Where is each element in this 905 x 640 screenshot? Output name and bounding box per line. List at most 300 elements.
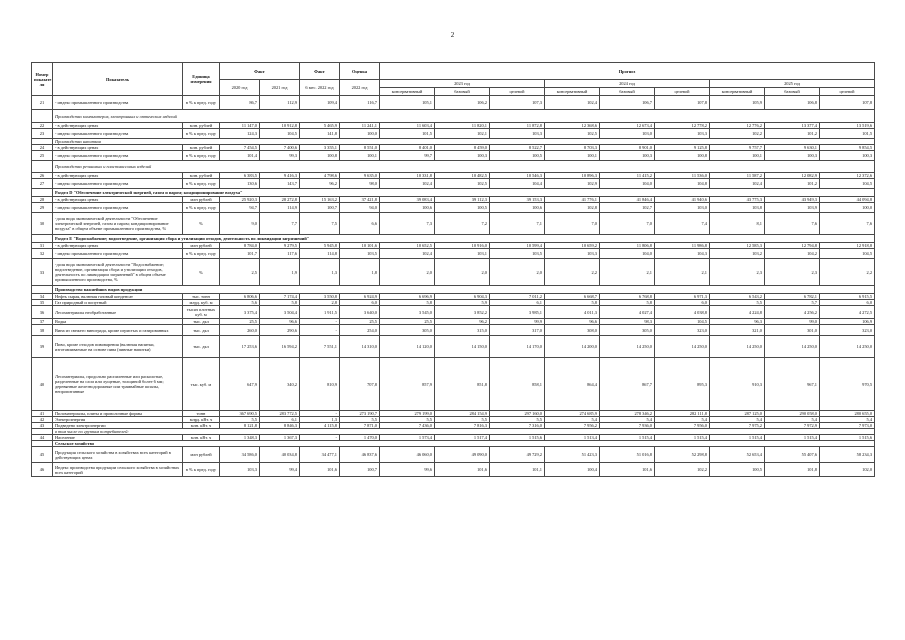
value-cell: 7,1 xyxy=(490,213,545,235)
value-cell: 6 915,5 xyxy=(820,294,875,300)
row-number: 30 xyxy=(32,213,53,235)
value-cell: 1 515,4 xyxy=(600,435,655,441)
value-cell: 99,3 xyxy=(260,151,300,161)
unit-cell: млн. кВт. ч xyxy=(183,423,220,429)
value-cell: 9 125,8 xyxy=(655,145,710,151)
value-cell: 7 975,2 xyxy=(710,423,765,429)
value-cell: 100,7 xyxy=(300,203,340,213)
value-cell: 103,5 xyxy=(340,249,380,259)
value-cell: 254,0 xyxy=(340,325,380,336)
subsection-title: Производство компьютеров, электронных и оптических изделий xyxy=(53,110,875,123)
value-cell: 14 170,0 xyxy=(490,336,545,358)
header-scenario: целевой xyxy=(820,88,875,96)
value-cell: 1 470,0 xyxy=(340,435,380,441)
unit-cell: в % к пред. году xyxy=(183,463,220,477)
indicator-name: - индекс промышленного производства xyxy=(53,151,183,161)
row-number: 33 xyxy=(32,259,53,286)
value-cell: 13 519,6 xyxy=(820,123,875,129)
value-cell: 10 916,0 xyxy=(435,243,490,249)
indicator-name: Население xyxy=(53,435,183,441)
value-cell: 7 174,4 xyxy=(260,294,300,300)
unit-cell: тыс. куб. м xyxy=(183,358,220,411)
unit-cell: % xyxy=(183,213,220,235)
indicator-name: - индекс промышленного производства xyxy=(53,249,183,259)
value-cell: 8 703,3 xyxy=(545,145,600,151)
value-cell: 94,0 xyxy=(340,203,380,213)
value-cell: 101,5 xyxy=(820,129,875,139)
value-cell: 5,5 xyxy=(340,417,380,423)
value-cell: 114,8 xyxy=(300,249,340,259)
value-cell: 102,2 xyxy=(655,463,710,477)
value-cell: - xyxy=(300,435,340,441)
value-cell: 43 949,3 xyxy=(765,197,820,203)
table-body xyxy=(32,96,875,477)
table-row xyxy=(32,96,875,110)
unit-cell: в % к пред. году xyxy=(183,249,220,259)
unit-cell: % xyxy=(183,259,220,286)
value-cell: - xyxy=(300,325,340,336)
value-cell: 100,5 xyxy=(490,151,545,161)
value-cell: 58 234,3 xyxy=(820,447,875,463)
value-cell: 7 816,3 xyxy=(435,423,490,429)
row-number: 39 xyxy=(32,336,53,358)
value-cell: 99,6 xyxy=(380,463,435,477)
value-cell: 114,9 xyxy=(260,203,300,213)
value-cell: 14 310,0 xyxy=(340,336,380,358)
table-row xyxy=(32,203,875,213)
row-number: 41 xyxy=(32,411,53,417)
value-cell: 280 655,0 xyxy=(820,411,875,417)
indicator-name: - индекс промышленного производства xyxy=(53,179,183,189)
value-cell: 100,1 xyxy=(340,151,380,161)
value-cell: 7 956,2 xyxy=(545,423,600,429)
value-cell: 10 101,6 xyxy=(340,243,380,249)
value-cell: 104,3 xyxy=(655,249,710,259)
value-cell: 1 513,4 xyxy=(545,435,600,441)
value-cell: 5,4 xyxy=(710,417,765,423)
value-cell: 283 772,5 xyxy=(260,411,300,417)
value-cell: 103,3 xyxy=(655,129,710,139)
header-scenario: базовый xyxy=(600,88,655,96)
value-cell: 101,2 xyxy=(765,129,820,139)
value-cell: 103,1 xyxy=(435,249,490,259)
value-cell: 41 940,6 xyxy=(655,197,710,203)
value-cell: 290 058,0 xyxy=(765,411,820,417)
value-cell: 7,6 xyxy=(765,213,820,235)
value-cell: 7 316,0 xyxy=(490,423,545,429)
value-cell: 1,3 xyxy=(300,259,340,286)
indicator-name: Подведено электроэнергии xyxy=(53,423,183,429)
value-cell: 278 346,2 xyxy=(600,411,655,417)
unit-cell: тонн xyxy=(183,411,220,417)
value-cell: 100,8 xyxy=(300,151,340,161)
value-cell: 6,1 xyxy=(260,417,300,423)
row-number: 31 xyxy=(32,243,53,249)
value-cell: 6 668,7 xyxy=(545,294,600,300)
header-scenario: консервативный xyxy=(380,88,435,96)
value-cell: 12 778,2 xyxy=(655,123,710,129)
value-cell: 7 871,0 xyxy=(340,423,380,429)
subsection-row xyxy=(32,110,875,123)
value-cell: 28 272,8 xyxy=(260,197,300,203)
value-cell: 104,0 xyxy=(600,179,655,189)
value-cell: 305,0 xyxy=(380,325,435,336)
value-cell: 12 368,6 xyxy=(545,123,600,129)
value-cell: 107,8 xyxy=(655,96,710,110)
value-cell: 39 153,3 xyxy=(490,197,545,203)
value-cell: 5,5 xyxy=(710,300,765,306)
value-cell: 279 199,0 xyxy=(380,411,435,417)
value-cell: 7 436,0 xyxy=(380,423,435,429)
value-cell: 9 854,5 xyxy=(820,145,875,151)
value-cell: 3 550,8 xyxy=(300,294,340,300)
value-cell: 2,3 xyxy=(765,259,820,286)
value-cell: 7 551,1 xyxy=(300,336,340,358)
value-cell: 7 936,0 xyxy=(600,423,655,429)
indicator-name: -доля вида экономической деятельности "Водоснабжение; водоотведение, организация сбора и утилизации отходов, деятельность по ликвидации загрязнений" в общем объеме промышленного производства, % xyxy=(53,259,183,286)
value-cell: 10 896,3 xyxy=(545,173,600,179)
row-number: 45 xyxy=(32,447,53,463)
value-cell: 104,5 xyxy=(260,129,300,139)
value-cell: 14 250,0 xyxy=(765,336,820,358)
value-cell: 55 407,6 xyxy=(765,447,820,463)
indicator-name: - в действующих ценах xyxy=(53,173,183,179)
value-cell: 96,6 xyxy=(545,319,600,325)
value-cell: 282 111,8 xyxy=(655,411,710,417)
section-row xyxy=(32,189,875,197)
value-cell: 10 331,8 xyxy=(380,173,435,179)
row-number: 46 xyxy=(32,463,53,477)
value-cell: 2,0 xyxy=(490,259,545,286)
header-year-2020: 2020 год xyxy=(220,80,260,96)
header-estimate: Оценка xyxy=(340,63,380,80)
value-cell: 99,9 xyxy=(490,319,545,325)
value-cell: 305,0 xyxy=(600,325,655,336)
indicator-name: -доля вида экономической деятельности "Обеспечение электрической энергией, газом и паром; кондиционирование воздуха" в общем объеме промышленного производства, % xyxy=(53,213,183,235)
value-cell: 967,1 xyxy=(765,358,820,411)
value-cell: 103,3 xyxy=(545,249,600,259)
forecast-table xyxy=(31,62,875,477)
value-cell: 9,0 xyxy=(220,213,260,235)
value-cell: 2,5 xyxy=(220,259,260,286)
value-cell: 1 348,3 xyxy=(220,435,260,441)
value-cell: 14 120,0 xyxy=(380,336,435,358)
value-cell: 100,4 xyxy=(545,463,600,477)
value-cell: 11 603,4 xyxy=(380,123,435,129)
section-row xyxy=(32,286,875,294)
value-cell: 367 690,5 xyxy=(220,411,260,417)
value-cell: 5,5 xyxy=(220,417,260,423)
value-cell: 6 782,1 xyxy=(765,294,820,300)
value-cell: 101,6 xyxy=(300,463,340,477)
value-cell: 7,3 xyxy=(380,213,435,235)
value-cell: 7,0 xyxy=(545,213,600,235)
section-title: Производство важнейших видов продукции xyxy=(53,286,875,294)
indicator-name: Нефть сырая, включая газовый конденсат xyxy=(53,294,183,300)
header-fact: Факт xyxy=(220,63,300,80)
value-cell: 5,5 xyxy=(490,417,545,423)
value-cell: 3 355,1 xyxy=(300,145,340,151)
row-number: 36 xyxy=(32,306,53,319)
value-cell: 1 515,6 xyxy=(820,435,875,441)
indicator-name: - индекс промышленного производства xyxy=(53,203,183,213)
value-cell: 1 515,4 xyxy=(765,435,820,441)
value-cell: 98,0 xyxy=(340,179,380,189)
value-cell: 100,3 xyxy=(820,151,875,161)
value-cell: 3 985,1 xyxy=(490,306,545,319)
unit-cell: тыс. дкл xyxy=(183,319,220,325)
value-cell: 105,1 xyxy=(380,96,435,110)
unit-cell: млн рублей xyxy=(183,243,220,249)
indicator-name: Вина из свежего винограда, кроме игристых и газированных xyxy=(53,325,183,336)
value-cell: 12 372,6 xyxy=(820,173,875,179)
table-row xyxy=(32,249,875,259)
value-cell: 5,7 xyxy=(765,300,820,306)
value-cell: 323,0 xyxy=(820,325,875,336)
table-row xyxy=(32,325,875,336)
value-cell: 6 543,2 xyxy=(710,294,765,300)
value-cell: 106,2 xyxy=(435,96,490,110)
unit-cell: млн. рублей xyxy=(183,145,220,151)
value-cell: 1 515,4 xyxy=(655,435,710,441)
value-cell: 11 986,8 xyxy=(655,243,710,249)
row-number: 40 xyxy=(32,358,53,411)
value-cell: 273 190,7 xyxy=(340,411,380,417)
value-cell: 102,4 xyxy=(380,249,435,259)
value-cell: 8 121,8 xyxy=(220,423,260,429)
value-cell: - xyxy=(300,319,340,325)
value-cell: 6,0 xyxy=(820,300,875,306)
value-cell: 100,0 xyxy=(820,203,875,213)
value-cell: 1 517,4 xyxy=(435,435,490,441)
value-cell: 101,7 xyxy=(220,249,260,259)
value-cell: 290,6 xyxy=(260,325,300,336)
value-cell: 10 546,3 xyxy=(490,173,545,179)
value-cell: 101,6 xyxy=(600,463,655,477)
value-cell: 5 465,9 xyxy=(300,123,340,129)
value-cell: 44 094,8 xyxy=(820,197,875,203)
value-cell: 970,5 xyxy=(820,358,875,411)
value-cell: - xyxy=(300,411,340,417)
value-cell: 857,9 xyxy=(380,358,435,411)
value-cell: 103,3 xyxy=(490,129,545,139)
unit-cell: в % к пред. году xyxy=(183,129,220,139)
subsection-title: в том числе по группам потребителей: xyxy=(53,429,875,435)
value-cell: 317,0 xyxy=(490,325,545,336)
value-cell: 102,0 xyxy=(820,463,875,477)
value-cell: 14 200,0 xyxy=(545,336,600,358)
unit-cell: тыс. тонн xyxy=(183,294,220,300)
indicator-name: Лесоматериалы необработанные xyxy=(53,306,183,319)
unit-cell: млрд. куб. м xyxy=(183,300,220,306)
row-number: 21 xyxy=(32,96,53,110)
value-cell: 5,4 xyxy=(765,417,820,423)
value-cell: 100,3 xyxy=(765,151,820,161)
value-cell: 7,2 xyxy=(435,213,490,235)
indicator-name: - в действующих ценах xyxy=(53,123,183,129)
header-6m-2022: 6 мес. 2022 год xyxy=(300,80,340,96)
value-cell: 1 367,3 xyxy=(260,435,300,441)
value-cell: 6,1 xyxy=(490,300,545,306)
value-cell: 1,8 xyxy=(340,259,380,286)
value-cell: 5,4 xyxy=(545,417,600,423)
value-cell: 6 806,6 xyxy=(220,294,260,300)
table-row xyxy=(32,358,875,411)
value-cell: 104,0 xyxy=(600,249,655,259)
value-cell: 2,1 xyxy=(600,259,655,286)
value-cell: 103,8 xyxy=(710,203,765,213)
unit-cell: млн рублей xyxy=(183,447,220,463)
value-cell: 7,6 xyxy=(820,213,875,235)
value-cell: 100,5 xyxy=(710,463,765,477)
value-cell: 51 016,8 xyxy=(600,447,655,463)
indicator-name: Лесоматериалы, продольно распиленные или расколотые, разделенные на слои или лущеные, толщиной более 6 мм; деревянные железнодорожные или трамвайные шпалы, непропитанные xyxy=(53,358,183,411)
value-cell: 49 090,0 xyxy=(435,447,490,463)
row-number: 32 xyxy=(32,249,53,259)
unit-cell: в % к пред. году xyxy=(183,179,220,189)
value-cell: 12 585,3 xyxy=(710,243,765,249)
value-cell: 34 586,0 xyxy=(220,447,260,463)
indicator-name: Электроэнергия xyxy=(53,417,183,423)
row-number xyxy=(32,235,53,243)
value-cell: 9 635,0 xyxy=(340,173,380,179)
row-number: 43 xyxy=(32,423,53,429)
value-cell: 11 806,8 xyxy=(600,243,655,249)
value-cell: 102,4 xyxy=(545,96,600,110)
value-cell: 1 911,5 xyxy=(300,306,340,319)
row-number: 38 xyxy=(32,325,53,336)
value-cell: 274 685,9 xyxy=(545,411,600,417)
table-row xyxy=(32,306,875,319)
value-cell: 106,9 xyxy=(820,319,875,325)
value-cell: 5,8 xyxy=(600,300,655,306)
value-cell: 7,7 xyxy=(260,213,300,235)
row-number: 22 xyxy=(32,123,53,129)
value-cell: 106,8 xyxy=(765,96,820,110)
unit-cell: тыс. дкл xyxy=(183,336,220,358)
value-cell: 10 912,8 xyxy=(260,123,300,129)
value-cell: 25,5 xyxy=(380,319,435,325)
header-number: Номер показате ля xyxy=(32,63,53,96)
value-cell: 7 454,5 xyxy=(220,145,260,151)
value-cell: 297 160,0 xyxy=(490,411,545,417)
value-cell: 4 027,4 xyxy=(600,306,655,319)
value-cell: 7,0 xyxy=(600,213,655,235)
value-cell: 308,0 xyxy=(545,325,600,336)
value-cell: 102,8 xyxy=(545,203,600,213)
table-row xyxy=(32,151,875,161)
table-row xyxy=(32,129,875,139)
value-cell: 9 630,1 xyxy=(765,145,820,151)
value-cell: 3 852,2 xyxy=(435,306,490,319)
value-cell: 2,3 xyxy=(710,259,765,286)
value-cell: 7 956,0 xyxy=(655,423,710,429)
value-cell: 43 775,3 xyxy=(710,197,765,203)
value-cell: 8 551,0 xyxy=(340,145,380,151)
value-cell: 14 250,0 xyxy=(820,336,875,358)
value-cell: 103,2 xyxy=(710,249,765,259)
value-cell: 6 971,3 xyxy=(655,294,710,300)
value-cell: 104,8 xyxy=(655,179,710,189)
value-cell: 7 400,6 xyxy=(260,145,300,151)
unit-cell: млн. рублей xyxy=(183,123,220,129)
unit-cell: тысяч плотных куб. м xyxy=(183,306,220,319)
value-cell: 910,3 xyxy=(710,358,765,411)
row-number: 27 xyxy=(32,179,53,189)
value-cell: 16 594,2 xyxy=(260,336,300,358)
unit-cell: в % к пред. году xyxy=(183,151,220,161)
value-cell: 102,5 xyxy=(545,129,600,139)
value-cell: 4 224,8 xyxy=(710,306,765,319)
value-cell: 867,7 xyxy=(600,358,655,411)
value-cell: 11 241,1 xyxy=(340,123,380,129)
subsection-title: Производство напитков xyxy=(53,139,875,145)
value-cell: 103,3 xyxy=(220,463,260,477)
value-cell: 5,9 xyxy=(435,300,490,306)
value-cell: 99,4 xyxy=(260,463,300,477)
table-row xyxy=(32,213,875,235)
indicator-name: Индекс производства продукции сельского хозяйства в хозяйствах всех категорий xyxy=(53,463,183,477)
value-cell: 5,4 xyxy=(600,417,655,423)
value-cell: 6 696,9 xyxy=(380,294,435,300)
row-number xyxy=(32,189,53,197)
value-cell: 102,2 xyxy=(710,129,765,139)
value-cell: 340,2 xyxy=(260,358,300,411)
header-forecast: Прогноз xyxy=(380,63,875,80)
value-cell: 100,3 xyxy=(600,151,655,161)
value-cell: 96,2 xyxy=(435,319,490,325)
header-unit: Единица измерения xyxy=(183,63,220,96)
value-cell: 102,5 xyxy=(435,179,490,189)
header-scenario: целевой xyxy=(655,88,710,96)
value-cell: 102,9 xyxy=(545,179,600,189)
value-cell: 6,0 xyxy=(655,300,710,306)
header-scenario: целевой xyxy=(490,88,545,96)
value-cell: 7,4 xyxy=(655,213,710,235)
value-cell: 51 423,3 xyxy=(545,447,600,463)
row-number xyxy=(32,161,53,173)
indicator-name: - в действующих ценах xyxy=(53,197,183,203)
row-number: 44 xyxy=(32,435,53,441)
row-number: 24 xyxy=(32,145,53,151)
value-cell: 104,5 xyxy=(820,249,875,259)
value-cell: 130,6 xyxy=(220,179,260,189)
value-cell: 52 298,8 xyxy=(655,447,710,463)
value-cell: 103,0 xyxy=(655,203,710,213)
header-year-2024: 2024 год xyxy=(545,80,710,88)
value-cell: 25,5 xyxy=(220,319,260,325)
value-cell: 7 973,0 xyxy=(820,423,875,429)
value-cell: 12 673,4 xyxy=(600,123,655,129)
row-number: 25 xyxy=(32,151,53,161)
value-cell: 124,3 xyxy=(220,129,260,139)
value-cell: 100,0 xyxy=(340,129,380,139)
value-cell: 10 482,5 xyxy=(435,173,490,179)
value-cell: 2,2 xyxy=(820,259,875,286)
value-cell: 3 375,4 xyxy=(220,306,260,319)
value-cell: 7 011,2 xyxy=(490,294,545,300)
value-cell: 99,7 xyxy=(380,151,435,161)
value-cell: 102,4 xyxy=(380,179,435,189)
value-cell: 100,3 xyxy=(435,151,490,161)
value-cell: 6 904,3 xyxy=(435,294,490,300)
table-row xyxy=(32,179,875,189)
value-cell: 9 757,7 xyxy=(710,145,765,151)
unit-cell: млн. кВт. ч xyxy=(183,435,220,441)
value-cell: 100,6 xyxy=(490,203,545,213)
value-cell: 323,0 xyxy=(655,325,710,336)
value-cell: 851,8 xyxy=(435,358,490,411)
